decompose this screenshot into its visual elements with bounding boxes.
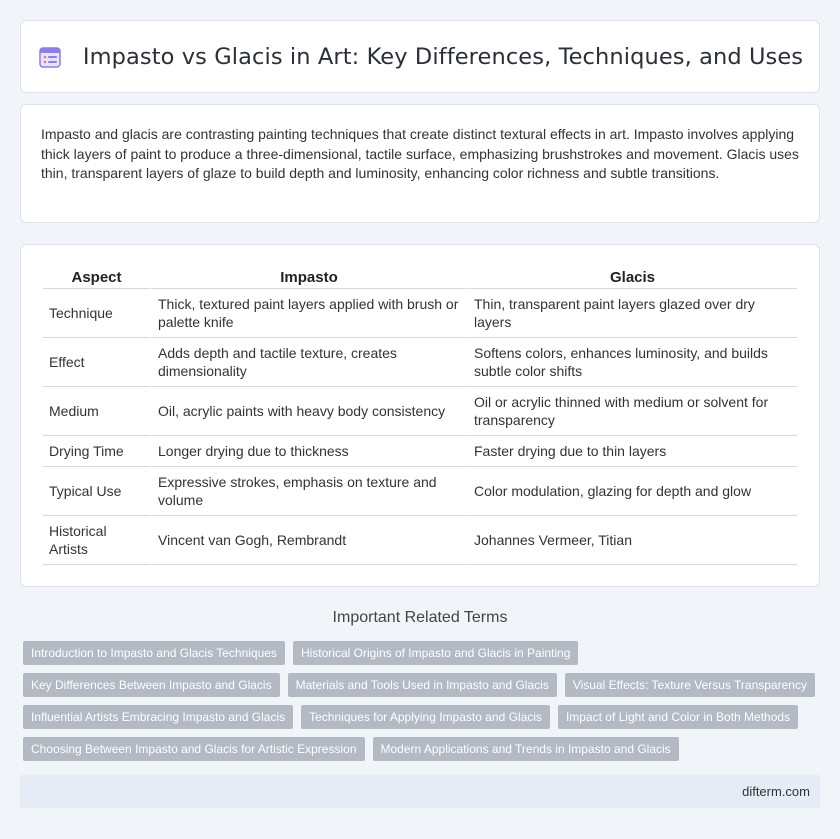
- cell-aspect: Drying Time: [43, 436, 150, 467]
- cell-glacis: Johannes Vermeer, Titian: [466, 516, 797, 565]
- related-term-tag[interactable]: Key Differences Between Impasto and Glacis: [23, 673, 280, 697]
- page-title: Impasto vs Glacis in Art: Key Differences, Techniques, and Uses: [82, 43, 804, 70]
- table-row: [43, 436, 797, 467]
- footer: [20, 775, 820, 808]
- tag-row: [23, 641, 823, 665]
- related-term-tag[interactable]: Materials and Tools Used in Impasto and Glacis: [288, 673, 557, 697]
- site-link[interactable]: difterm.com: [742, 784, 810, 799]
- related-term-tag[interactable]: Historical Origins of Impasto and Glacis in Painting: [293, 641, 578, 665]
- cell-glacis: Faster drying due to thin layers: [466, 436, 797, 467]
- cell-glacis: Softens colors, enhances luminosity, and builds subtle color shifts: [466, 338, 797, 387]
- title-card: [20, 20, 820, 93]
- cell-aspect: Effect: [43, 338, 150, 387]
- table-row: [43, 289, 797, 338]
- cell-impasto: Adds depth and tactile texture, creates dimensionality: [150, 338, 466, 387]
- related-term-tag[interactable]: Impact of Light and Color in Both Methods: [558, 705, 798, 729]
- related-term-tag[interactable]: Introduction to Impasto and Glacis Techniques: [23, 641, 285, 665]
- cell-impasto: Thick, textured paint layers applied with brush or palette knife: [150, 289, 466, 338]
- cell-impasto: Expressive strokes, emphasis on texture and volume: [150, 467, 466, 516]
- related-terms-list: [23, 641, 823, 769]
- related-term-tag[interactable]: Modern Applications and Trends in Impasto and Glacis: [373, 737, 679, 761]
- cell-aspect: Medium: [43, 387, 150, 436]
- related-term-tag[interactable]: Choosing Between Impasto and Glacis for Artistic Expression: [23, 737, 365, 761]
- cell-impasto: Longer drying due to thickness: [150, 436, 466, 467]
- intro-paragraph: Impasto and glacis are contrasting painting techniques that create distinct textural effects in art. Impasto involves applying thick layers of paint to produce a three-dimensional, tactile surface, emphasizing brushstrokes and movement. Glacis uses thin, transparent layers of glaze to build depth and luminosity, enhancing color richness and subtle transitions.: [41, 126, 799, 181]
- related-terms-heading: Important Related Terms: [332, 609, 508, 626]
- column-header-glacis: Glacis: [466, 265, 797, 289]
- table-row: [43, 387, 797, 436]
- table-header-row: [43, 265, 797, 289]
- cell-aspect: Typical Use: [43, 467, 150, 516]
- tag-row: [23, 673, 823, 697]
- comparison-table: [43, 265, 797, 565]
- column-header-aspect: Aspect: [43, 265, 150, 289]
- table-row: [43, 516, 797, 565]
- table-row: [43, 467, 797, 516]
- cell-aspect: Historical Artists: [43, 516, 150, 565]
- related-term-tag[interactable]: Techniques for Applying Impasto and Glacis: [301, 705, 550, 729]
- cell-glacis: Oil or acrylic thinned with medium or solvent for transparency: [466, 387, 797, 436]
- comparison-table-card: [20, 244, 820, 587]
- intro-card: [20, 104, 820, 223]
- cell-glacis: Thin, transparent paint layers glazed over dry layers: [466, 289, 797, 338]
- related-term-tag[interactable]: Influential Artists Embracing Impasto and Glacis: [23, 705, 293, 729]
- column-header-impasto: Impasto: [150, 265, 466, 289]
- tag-row: [23, 737, 823, 761]
- related-term-tag[interactable]: Visual Effects: Texture Versus Transparency: [565, 673, 815, 697]
- table-row: [43, 338, 797, 387]
- document-list-icon: [37, 44, 63, 70]
- tag-row: [23, 705, 823, 729]
- cell-glacis: Color modulation, glazing for depth and glow: [466, 467, 797, 516]
- cell-aspect: Technique: [43, 289, 150, 338]
- cell-impasto: Oil, acrylic paints with heavy body consistency: [150, 387, 466, 436]
- cell-impasto: Vincent van Gogh, Rembrandt: [150, 516, 466, 565]
